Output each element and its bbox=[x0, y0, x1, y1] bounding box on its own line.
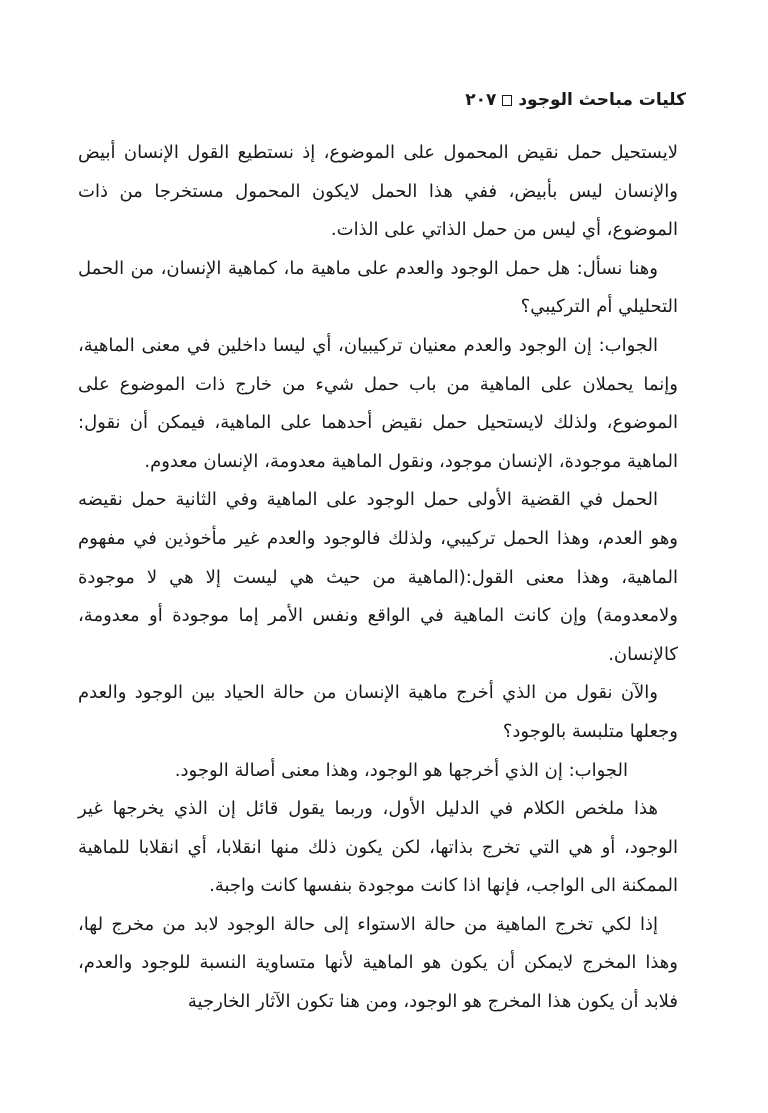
paragraph-3: الجواب: إن الوجود والعدم معنيان تركيبيان، أي ليسا داخلين في معنى الماهية، وإنما يحملان على الماهية من باب حمل شيء من خارج ذات الموضوع على الموضوع، ولذلك لايستحيل حمل نقيض أحدهما على الماهية، فيمكن أن نقول: الماهية موجودة، الإنسان موجود، ونقول الماهية معدومة، الإنسان معدوم. bbox=[78, 334, 678, 472]
paragraph-7: هذا ملخص الكلام في الدليل الأول، وربما يقول قائل إن الذي يخرجها غير الوجود، أو هي التي تخرج بذاتها، لكن يكون ذلك منها انقلابا، أي انقلابا للماهية الممكنة الى الواجب، فإنها اذا كانت موجودة بنفسها كانت واجبة. bbox=[78, 798, 678, 897]
page-body bbox=[78, 134, 678, 1022]
paragraph-8: إذا لكي تخرج الماهية من حالة الاستواء إلى حالة الوجود لابد من مخرج لها، وهذا المخرج لايمكن أن يكون هو الماهية لأنها متساوية النسبة للوجود والعدم، فلابد أن يكون هذا المخرج هو الوجود، ومن هنا تكون الآثار الخارجية bbox=[78, 913, 678, 1013]
page-number: ٢٠٧ bbox=[465, 90, 497, 110]
running-header bbox=[465, 90, 686, 110]
paragraph-1: لايستحيل حمل نقيض المحمول على الموضوع، إذ نستطيع القول الإنسان أبيض والإنسان ليس بأبيض، ففي هذا الحمل لايكون المحمول مستخرجا من ذات الموضوع، أي ليس من حمل الذاتي على الذات. bbox=[78, 142, 678, 241]
header-title: كليات مباحث الوجود bbox=[518, 90, 686, 110]
paragraph-4: الحمل في القضية الأولى حمل الوجود على الماهية وفي الثانية حمل نقيضه وهو العدم، وهذا الحمل تركيبي، ولذلك فالوجود والعدم غير مأخوذين في مفهوم الماهية، وهذا معنى القول:(الماهية من حيث هي ليست إلا هي لا موجودة ولامعدومة) وإن كانت الماهية في الواقع ونفس الأمر إما موجودة أو معدومة، كالإنسان. bbox=[78, 489, 678, 665]
paragraph-5: والآن نقول من الذي أخرج ماهية الإنسان من حالة الحياد بين الوجود والعدم وجعلها متلبسة بالوجود؟ bbox=[78, 682, 678, 742]
square-separator-icon bbox=[502, 95, 512, 106]
paragraph-6: الجواب: إن الذي أخرجها هو الوجود، وهذا معنى أصالة الوجود. bbox=[174, 759, 628, 781]
paragraph-2: وهنا نسأل: هل حمل الوجود والعدم على ماهية ما، كماهية الإنسان، من الحمل التحليلي أم التركيبي؟ bbox=[78, 257, 678, 318]
